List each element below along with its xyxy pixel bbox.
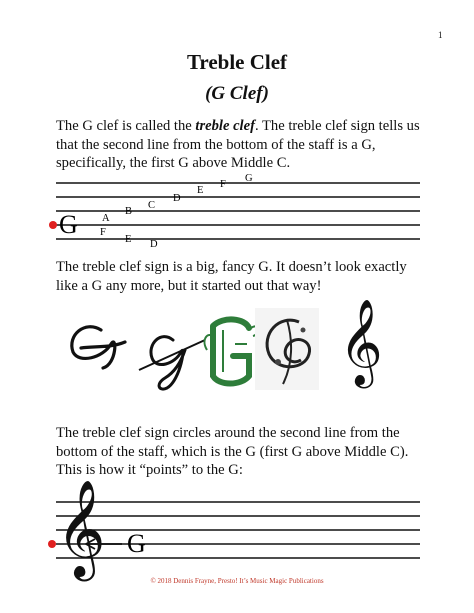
ornate-g [255, 308, 319, 390]
note-a: A [102, 213, 110, 224]
gothic-green-g [205, 318, 259, 386]
modern-treble-clef-icon: 𝄞 [339, 299, 383, 385]
intro-text-end: . The treble clef sign tells us that the second line from the bottom of the staff is a G, specifically, the first G above Middle C. [56, 118, 420, 171]
note-e: E [197, 185, 204, 196]
page-subtitle: (G Clef) [205, 83, 269, 104]
note-d: D [173, 193, 181, 204]
note-staff [0, 170, 474, 250]
page-number: 1 [438, 30, 443, 40]
cursive-g-stage-2 [139, 337, 205, 389]
treble-clef-emphasis: treble clef [195, 118, 255, 134]
note-f-high: F [220, 179, 226, 190]
fancy-g-paragraph: The treble clef sign is a big, fancy G. It doesn’t look exactly like a G any more, but it started out that way! [56, 259, 407, 294]
note-f: F [100, 227, 106, 238]
note-e-low: E [125, 234, 132, 245]
g-letter: G [127, 529, 146, 558]
g-line-dot-2 [48, 540, 56, 548]
staff2-lines [56, 502, 420, 558]
note-g: G [245, 173, 253, 184]
circles-paragraph: The treble clef sign circles around the second line from the bottom of the staff, which is the G (first G above Middle C). This is how it “points” to the G: [56, 425, 409, 478]
intro-paragraph [56, 117, 430, 173]
copyright-footer: © 2018 Dennis Frayne, Presto! It’s Music Magic Publications [150, 577, 324, 585]
cursive-g-stage-1 [72, 327, 125, 368]
note-b: B [125, 206, 133, 217]
note-c: C [148, 200, 156, 211]
clef-evolution [55, 300, 395, 395]
treble-clef-icon: 𝄞 [56, 479, 106, 577]
clef-letter: G [59, 210, 78, 239]
intro-text-start: The G clef is called the [56, 118, 196, 134]
page-title: Treble Clef [186, 50, 288, 74]
note-d-low: D [150, 239, 158, 250]
staff-lines [56, 183, 420, 239]
g-line-dot [49, 221, 57, 229]
